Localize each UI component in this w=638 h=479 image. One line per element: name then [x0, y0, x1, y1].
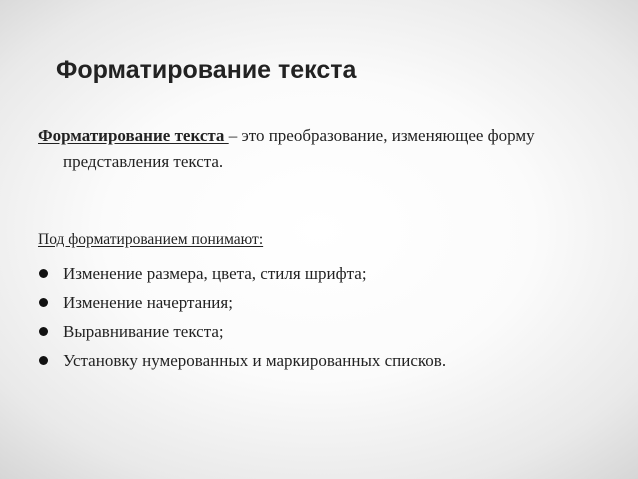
list-item	[38, 288, 446, 317]
definition-text: – это преобразование, изменяющее форму представления текста.	[63, 126, 535, 171]
bullet-icon	[39, 356, 48, 365]
list-intro: Под форматированием понимают:	[38, 231, 264, 248]
list-item-text: Изменение начертания;	[63, 292, 233, 312]
bullet-icon	[39, 327, 48, 336]
definition-term: Форматирование текста	[38, 126, 229, 145]
definition-paragraph	[38, 123, 563, 175]
bullet-list	[38, 259, 446, 375]
list-item-text: Изменение размера, цвета, стиля шрифта;	[63, 263, 367, 283]
list-item-text: Выравнивание текста;	[63, 321, 224, 341]
bullet-icon	[39, 298, 48, 307]
list-item	[38, 317, 446, 346]
list-item	[38, 346, 446, 375]
list-item	[38, 259, 446, 288]
bullet-icon	[39, 269, 48, 278]
list-item-text: Установку нумерованных и маркированных списков.	[63, 350, 447, 370]
slide-title: Форматирование текста	[56, 56, 357, 84]
